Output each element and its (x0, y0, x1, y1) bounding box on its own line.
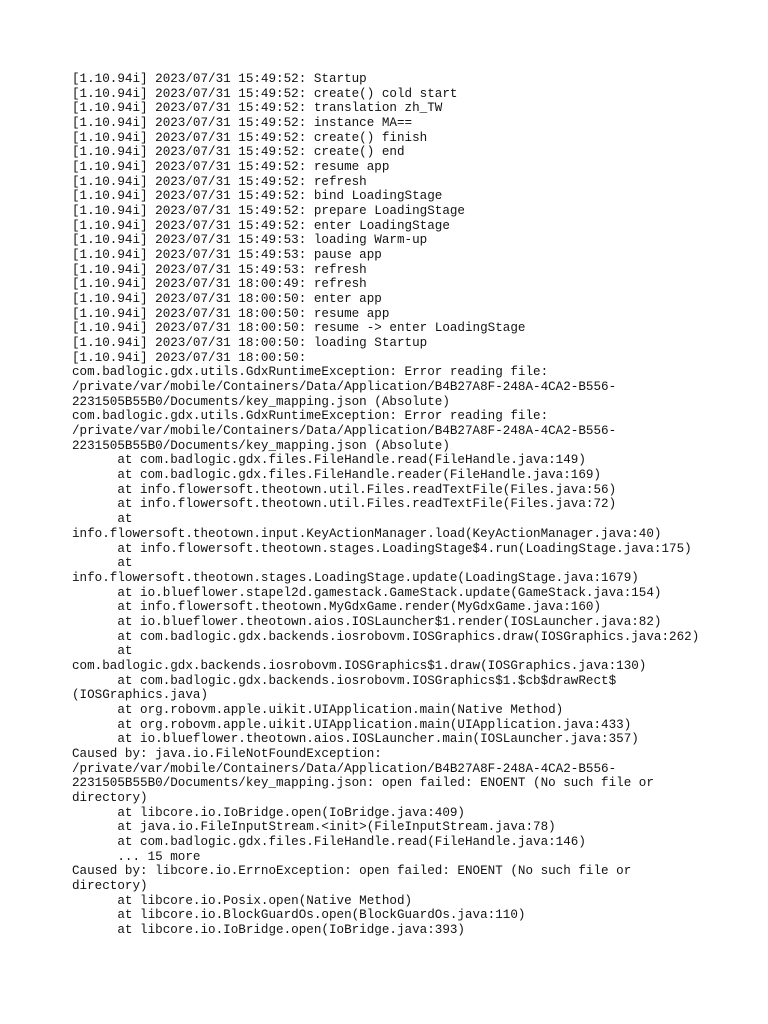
log-line: 2231505B55B0/Documents/key_mapping.json (Absolute) (72, 438, 450, 453)
log-line: [1.10.94i] 2023/07/31 18:00:49: refresh (72, 277, 367, 292)
log-line: [1.10.94i] 2023/07/31 18:00:50: enter app (72, 292, 382, 307)
log-line: at info.flowersoft.theotown.stages.LoadingStage$4.run(LoadingStage.java:175) (72, 541, 692, 556)
log-text-block (72, 72, 732, 938)
log-line: (IOSGraphics.java) (72, 688, 209, 703)
log-line: at info.flowersoft.theotown.MyGdxGame.render(MyGdxGame.java:160) (72, 600, 602, 615)
log-line: [1.10.94i] 2023/07/31 18:00:50: resume app (72, 306, 390, 321)
log-line: at info.flowersoft.theotown.util.Files.readTextFile(Files.java:72) (72, 497, 617, 512)
log-line: [1.10.94i] 2023/07/31 15:49:53: loading Warm-up (72, 233, 428, 248)
log-line: at (72, 556, 133, 571)
log-line: at com.badlogic.gdx.files.FileHandle.reader(FileHandle.java:169) (72, 468, 602, 483)
log-line: at com.badlogic.gdx.backends.iosrobovm.IOSGraphics$1.$cb$drawRect$ (72, 673, 617, 688)
log-line: [1.10.94i] 2023/07/31 15:49:52: refresh (72, 174, 367, 189)
log-line: [1.10.94i] 2023/07/31 15:49:52: translation zh_TW (72, 101, 443, 116)
log-line: ... 15 more (72, 849, 201, 864)
log-line: com.badlogic.gdx.backends.iosrobovm.IOSGraphics$1.draw(IOSGraphics.java:130) (72, 658, 647, 673)
log-line: at info.flowersoft.theotown.util.Files.readTextFile(Files.java:56) (72, 482, 617, 497)
log-line: [1.10.94i] 2023/07/31 15:49:52: create() finish (72, 130, 428, 145)
log-line: at libcore.io.IoBridge.open(IoBridge.java:393) (72, 922, 465, 937)
log-line: [1.10.94i] 2023/07/31 15:49:53: refresh (72, 262, 367, 277)
log-line: at com.badlogic.gdx.files.FileHandle.read(FileHandle.java:146) (72, 834, 586, 849)
log-line: [1.10.94i] 2023/07/31 15:49:52: create() cold start (72, 86, 458, 101)
log-line: Caused by: libcore.io.ErrnoException: open failed: ENOENT (No such file or (72, 864, 632, 879)
log-line: [1.10.94i] 2023/07/31 15:49:52: Startup (72, 72, 367, 86)
log-line: [1.10.94i] 2023/07/31 15:49:52: bind LoadingStage (72, 189, 443, 204)
log-line: /private/var/mobile/Containers/Data/Application/B4B27A8F-248A-4CA2-B556- (72, 761, 617, 776)
log-line: [1.10.94i] 2023/07/31 18:00:50: loading Startup (72, 336, 428, 351)
log-line: at io.blueflower.theotown.aios.IOSLauncher.main(IOSLauncher.java:357) (72, 732, 639, 747)
log-line: [1.10.94i] 2023/07/31 15:49:52: instance MA== (72, 116, 413, 131)
log-line: at libcore.io.IoBridge.open(IoBridge.java:409) (72, 805, 465, 820)
log-line: [1.10.94i] 2023/07/31 15:49:52: create() end (72, 145, 405, 160)
log-line: [1.10.94i] 2023/07/31 15:49:52: prepare LoadingStage (72, 204, 465, 219)
log-line: [1.10.94i] 2023/07/31 15:49:53: pause app (72, 248, 382, 263)
log-line: directory) (72, 790, 148, 805)
log-line: at (72, 644, 133, 659)
log-line: at io.blueflower.theotown.aios.IOSLauncher$1.render(IOSLauncher.java:82) (72, 614, 662, 629)
log-line: at com.badlogic.gdx.backends.iosrobovm.IOSGraphics.draw(IOSGraphics.java:262) (72, 629, 700, 644)
log-line: /private/var/mobile/Containers/Data/Application/B4B27A8F-248A-4CA2-B556- (72, 380, 617, 395)
log-line: [1.10.94i] 2023/07/31 18:00:50: (72, 350, 307, 365)
log-line: at org.robovm.apple.uikit.UIApplication.main(Native Method) (72, 702, 564, 717)
log-line: at (72, 512, 133, 527)
log-line: at java.io.FileInputStream.<init>(FileInputStream.java:78) (72, 820, 556, 835)
log-line: 2231505B55B0/Documents/key_mapping.json: open failed: ENOENT (No such file or (72, 776, 654, 791)
log-line: [1.10.94i] 2023/07/31 18:00:50: resume -> enter LoadingStage (72, 321, 526, 336)
log-line: /private/var/mobile/Containers/Data/Application/B4B27A8F-248A-4CA2-B556- (72, 424, 617, 439)
log-line: at com.badlogic.gdx.files.FileHandle.read(FileHandle.java:149) (72, 453, 586, 468)
log-line: Caused by: java.io.FileNotFoundException: (72, 746, 382, 761)
log-line: com.badlogic.gdx.utils.GdxRuntimeException: Error reading file: (72, 365, 549, 380)
log-line: [1.10.94i] 2023/07/31 15:49:52: resume app (72, 160, 390, 175)
log-line: 2231505B55B0/Documents/key_mapping.json (Absolute) (72, 394, 450, 409)
log-line: at org.robovm.apple.uikit.UIApplication.main(UIApplication.java:433) (72, 717, 632, 732)
log-line: [1.10.94i] 2023/07/31 15:49:52: enter LoadingStage (72, 218, 450, 233)
log-line: at libcore.io.Posix.open(Native Method) (72, 893, 413, 908)
log-line: info.flowersoft.theotown.stages.LoadingStage.update(LoadingStage.java:1679) (72, 570, 639, 585)
log-line: com.badlogic.gdx.utils.GdxRuntimeException: Error reading file: (72, 409, 549, 424)
log-line: at io.blueflower.stapel2d.gamestack.GameStack.update(GameStack.java:154) (72, 585, 662, 600)
log-line: info.flowersoft.theotown.input.KeyActionManager.load(KeyActionManager.java:40) (72, 526, 662, 541)
log-line: at libcore.io.BlockGuardOs.open(BlockGuardOs.java:110) (72, 908, 526, 923)
log-line: directory) (72, 878, 148, 893)
